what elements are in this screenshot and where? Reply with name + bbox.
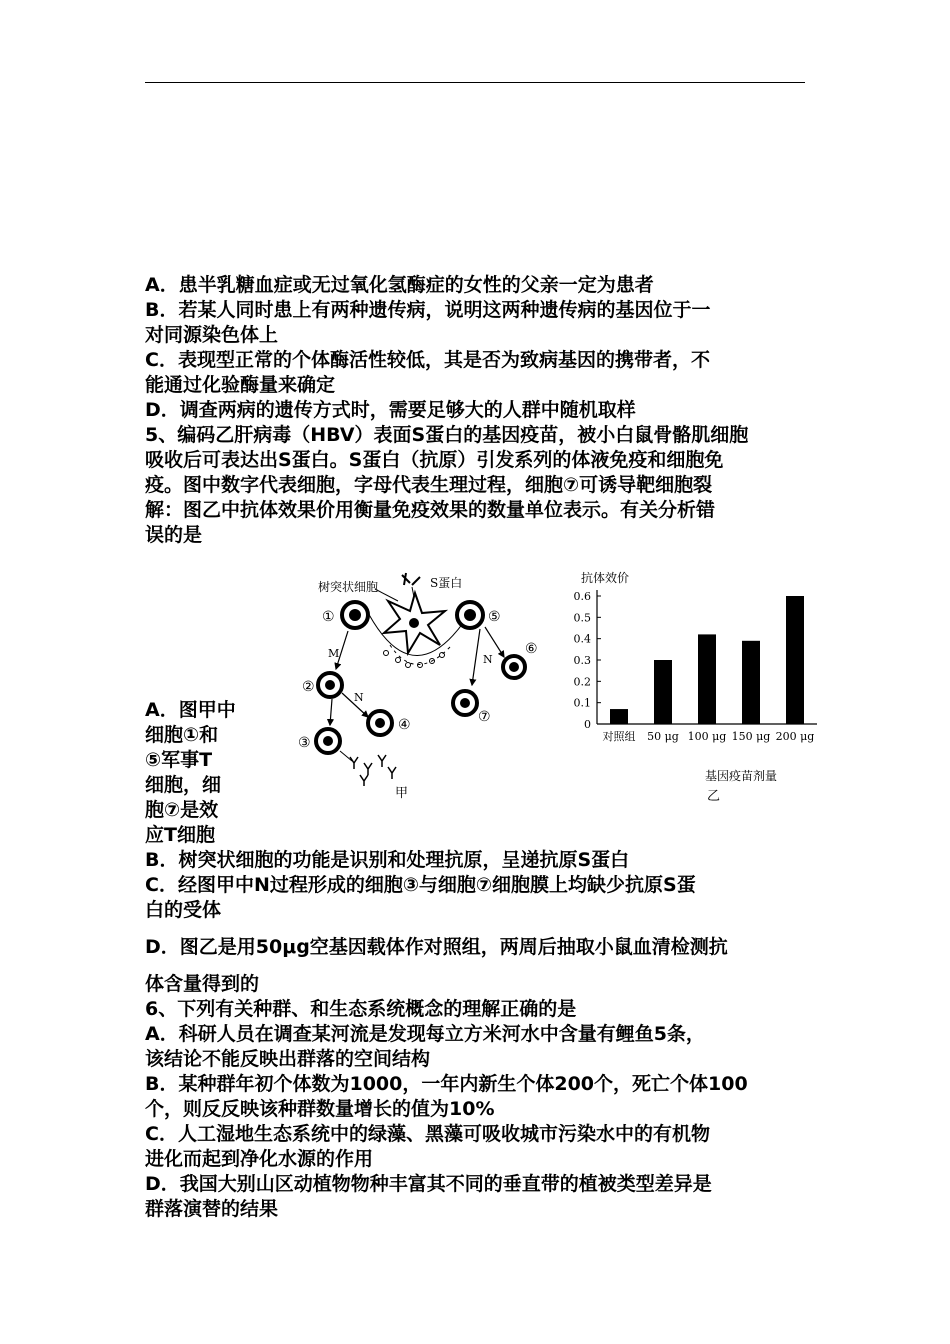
y-tick-label: 0.1 bbox=[573, 696, 591, 710]
cell-1-label: ① bbox=[322, 609, 335, 625]
q5-option-c-cont: 白的受体 bbox=[145, 899, 222, 921]
q6-option-a-cont: 该结论不能反映出群落的空间结构 bbox=[145, 1048, 431, 1070]
cell-5-label: ⑤ bbox=[488, 609, 501, 625]
q5-stem-line: 解：图乙中抗体效果价用衡量免疫效果的数量单位表示。有关分析错 bbox=[145, 499, 716, 521]
y-tick-label: 0.2 bbox=[573, 675, 591, 689]
q6-option-c: C．人工湿地生态系统中的绿藻、黑藻可吸收城市污染水中的有机物 bbox=[145, 1123, 710, 1145]
bar bbox=[654, 660, 672, 724]
x-tick-label: 50 μg bbox=[647, 730, 679, 743]
q4-option-d: D．调查两病的遗传方式时，需要足够大的人群中随机取样 bbox=[145, 399, 636, 421]
s-protein-icon bbox=[402, 573, 420, 585]
q5-option-a-cont: ⑤军事T bbox=[145, 749, 213, 771]
q6-option-d: D．我国大别山区动植物物种丰富其不同的垂直带的植被类型差异是 bbox=[145, 1173, 712, 1195]
x-tick-label: 对照组 bbox=[602, 730, 636, 743]
q5-stem-line: 误的是 bbox=[145, 524, 203, 546]
process-m-label: M bbox=[328, 647, 340, 660]
cell-7-label: ⑦ bbox=[478, 709, 491, 725]
q6-stem: 6、下列有关种群、和生态系统概念的理解正确的是 bbox=[145, 998, 577, 1020]
y-tick-label: 0.6 bbox=[573, 590, 591, 603]
process-n-label: N bbox=[354, 691, 364, 704]
antibody-icon bbox=[350, 755, 396, 786]
process-n2-label: N bbox=[483, 653, 493, 666]
q5-option-d-cont: 体含量得到的 bbox=[145, 973, 260, 995]
q5-option-b: B．树突状细胞的功能是识别和处理抗原，呈递抗原S蛋白 bbox=[145, 849, 630, 871]
cell-6-icon bbox=[503, 656, 525, 678]
q4-option-b-cont: 对同源染色体上 bbox=[145, 324, 279, 346]
y-tick-label: 0.4 bbox=[573, 632, 591, 646]
q4-option-c: C．表现型正常的个体酶活性较低，其是否为致病基因的携带者，不 bbox=[145, 349, 710, 371]
cell-5-icon bbox=[457, 602, 483, 628]
chart-ylabel: 抗体效价 bbox=[581, 571, 630, 585]
q6-option-a: A．科研人员在调查某河流是发现每立方米河水中含量有鲤鱼5条， bbox=[145, 1023, 705, 1045]
x-tick-label: 150 μg bbox=[731, 730, 771, 743]
dendritic-cell-label: 树突状细胞 bbox=[318, 580, 379, 594]
bar bbox=[698, 634, 716, 724]
bar bbox=[786, 596, 804, 724]
cell-2-icon bbox=[318, 673, 342, 697]
q6-option-d-cont: 群落演替的结果 bbox=[145, 1198, 279, 1220]
header-rule bbox=[145, 82, 805, 83]
dendritic-cell-icon bbox=[384, 593, 445, 653]
q5-stem-line: 吸收后可表达出S蛋白。S蛋白（抗原）引发系列的体液免疫和细胞免 bbox=[145, 449, 724, 471]
y-tick-label: 0.3 bbox=[573, 654, 591, 667]
q5-option-a-cont: 应T细胞 bbox=[145, 824, 215, 846]
q6-option-b-cont: 个，则反反映该种群数量增长的值为10% bbox=[145, 1098, 495, 1120]
y-tick-label: 0.5 bbox=[573, 611, 591, 625]
q6-option-b: B．某种群年初个体数为1000，一年内新生个体200个，死亡个体100 bbox=[145, 1073, 748, 1095]
bar bbox=[742, 641, 760, 724]
x-tick-label: 200 μg bbox=[775, 730, 815, 743]
q5-option-a-cont: 胞⑦是效 bbox=[145, 799, 219, 821]
q5-option-d: D．图乙是用50μg空基因载体作对照组，两周后抽取小鼠血清检测抗 bbox=[145, 936, 728, 958]
q5-stem-line: 疫。图中数字代表细胞，字母代表生理过程，细胞⑦可诱导靶细胞裂 bbox=[145, 474, 713, 496]
cell-1-icon bbox=[342, 602, 368, 628]
y-tick-label: 0 bbox=[584, 718, 591, 731]
chart-caption: 乙 bbox=[707, 789, 721, 804]
q4-option-b: B．若某人同时患上有两种遗传病，说明这两种遗传病的基因位于一 bbox=[145, 299, 711, 321]
s-protein-label: S蛋白 bbox=[430, 576, 463, 590]
q6-option-c-cont: 进化而起到净化水源的作用 bbox=[145, 1148, 374, 1170]
antibody-titer-chart bbox=[555, 568, 825, 808]
cell-3-label: ③ bbox=[298, 735, 311, 751]
bar bbox=[610, 709, 628, 724]
cell-7-icon bbox=[453, 691, 477, 715]
q5-option-a-cont: 细胞，细 bbox=[145, 774, 222, 796]
diagram-caption: 甲 bbox=[395, 786, 409, 801]
q4-option-c-cont: 能通过化验酶量来确定 bbox=[145, 374, 336, 396]
immune-diagram bbox=[280, 565, 550, 805]
cell-4-label: ④ bbox=[398, 717, 411, 733]
q5-option-a: A．图甲中 bbox=[145, 699, 236, 721]
cell-3-icon bbox=[316, 729, 340, 753]
cell-4-icon bbox=[368, 711, 392, 735]
q5-option-a-cont: 细胞①和 bbox=[145, 724, 219, 746]
q5-stem-line: 5、编码乙肝病毒（HBV）表面S蛋白的基因疫苗，被小白鼠骨骼肌细胞 bbox=[145, 424, 749, 446]
q4-option-a: A．患半乳糖血症或无过氧化氢酶症的女性的父亲一定为患者 bbox=[145, 274, 654, 296]
q5-option-c: C．经图甲中N过程形成的细胞③与细胞⑦细胞膜上均缺少抗原S蛋 bbox=[145, 874, 696, 896]
cell-6-label: ⑥ bbox=[525, 641, 538, 657]
chart-xlabel: 基因疫苗剂量 bbox=[705, 769, 778, 783]
cell-2-label: ② bbox=[302, 679, 315, 695]
x-tick-label: 100 μg bbox=[687, 730, 727, 743]
